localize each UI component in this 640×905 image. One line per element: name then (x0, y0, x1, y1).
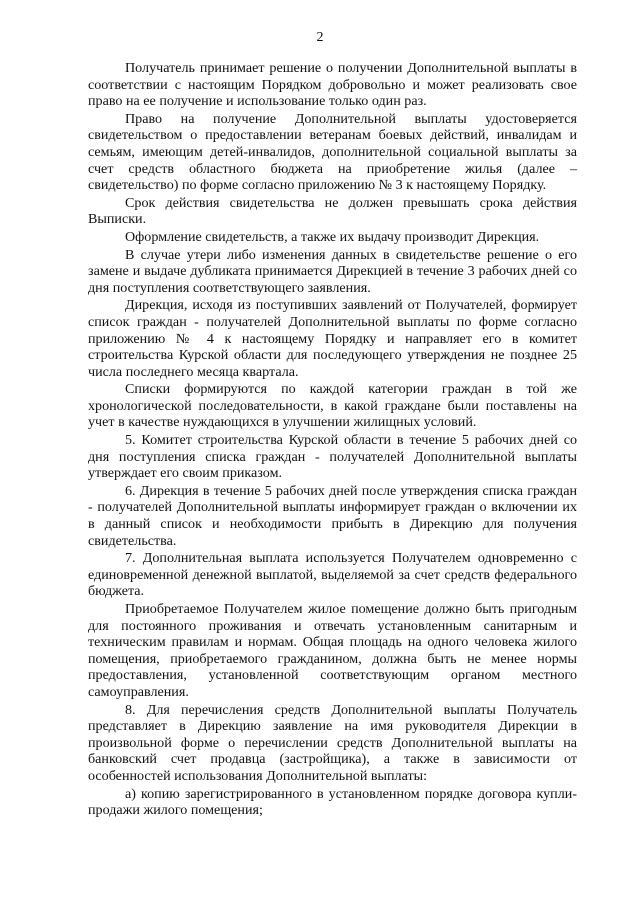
paragraph-certificate-right: Право на получение Дополнительной выплаты удостоверяется свидетельством о предоставлении ветеранам боевых действий, инвалидам и семьям, имеющим детей-инвалидов, дополнительной социальной выплаты за счет средств областного бюджета на приобретение жилья (далее – свидетельство) по форме согласно приложению № 3 к настоящему Порядку. (88, 110, 577, 194)
paragraph-housing-requirements: Приобретаемое Получателем жилое помещение должно быть пригодным для постоянного проживания и отвечать установленным санитарным и техническим правилам и нормам. Общая площадь на одного человека жилого помещения, приобретаемого гражданином, должна быть не менее нормы предоставления, установленной соответствующим органом местного самоуправления. (88, 601, 577, 700)
document-body (88, 60, 577, 820)
paragraph-certificate-validity: Срок действия свидетельства не должен превышать срока действия Выписки. (88, 194, 577, 228)
paragraph-list-forming: Дирекция, исходя из поступивших заявлений от Получателей, формирует список граждан - получателей Дополнительной выплаты по форме согласно приложению № 4 к настоящему Порядку и направляет его в комитет строительства Курской области для последующего утверждения не позднее 25 числа последнего месяца квартала. (88, 297, 577, 380)
paragraph-duplicate: В случае утери либо изменения данных в свидетельстве решение о его замене и выдаче дубликата принимается Дирекцией в течение 3 рабочих дней со дня поступления соответствующего заявления. (88, 246, 577, 296)
paragraph-list-order: Списки формируются по каждой категории граждан в той же хронологической последовательности, в какой граждане были поставлены на учет в качестве нуждающихся в улучшении жилищных условий. (88, 381, 577, 431)
paragraph-item-6: 6. Дирекция в течение 5 рабочих дней после утверждения списка граждан - получателей Дополнительной выплаты информирует граждан о включении их в данный список и необходимости прибыть в Дирекцию для получения свидетельства. (88, 482, 577, 549)
page-number: 2 (316, 30, 324, 45)
paragraph-item-8a: а) копию зарегистрированного в установленном порядке договора купли-продажи жилого помещения; (88, 785, 577, 819)
paragraph-item-7: 7. Дополнительная выплата используется Получателем одновременно с единовременной денежной выплатой, выделяемой за счет средств федерального бюджета. (88, 550, 577, 600)
paragraph-item-5: 5. Комитет строительства Курской области в течение 5 рабочих дней со дня поступления списка граждан - получателей Дополнительной выплаты утверждает его своим приказом. (88, 432, 577, 482)
paragraph-item-8: 8. Для перечисления средств Дополнительной выплаты Получатель представляет в Дирекцию заявление на имя руководителя Дирекции в произвольной форме о перечислении средств Дополнительной выплаты на банковский счет продавца (застройщика), а также в зависимости от особенностей использования Дополнительной выплаты: (88, 701, 577, 784)
paragraph-recipient-decision: Получатель принимает решение о получении Дополнительной выплаты в соответствии с настоящим Порядком добровольно и может реализовать свое право на ее получение и использование только один раз. (88, 60, 577, 110)
paragraph-certificate-issuance: Оформление свидетельств, а также их выдачу производит Дирекция. (125, 228, 540, 245)
